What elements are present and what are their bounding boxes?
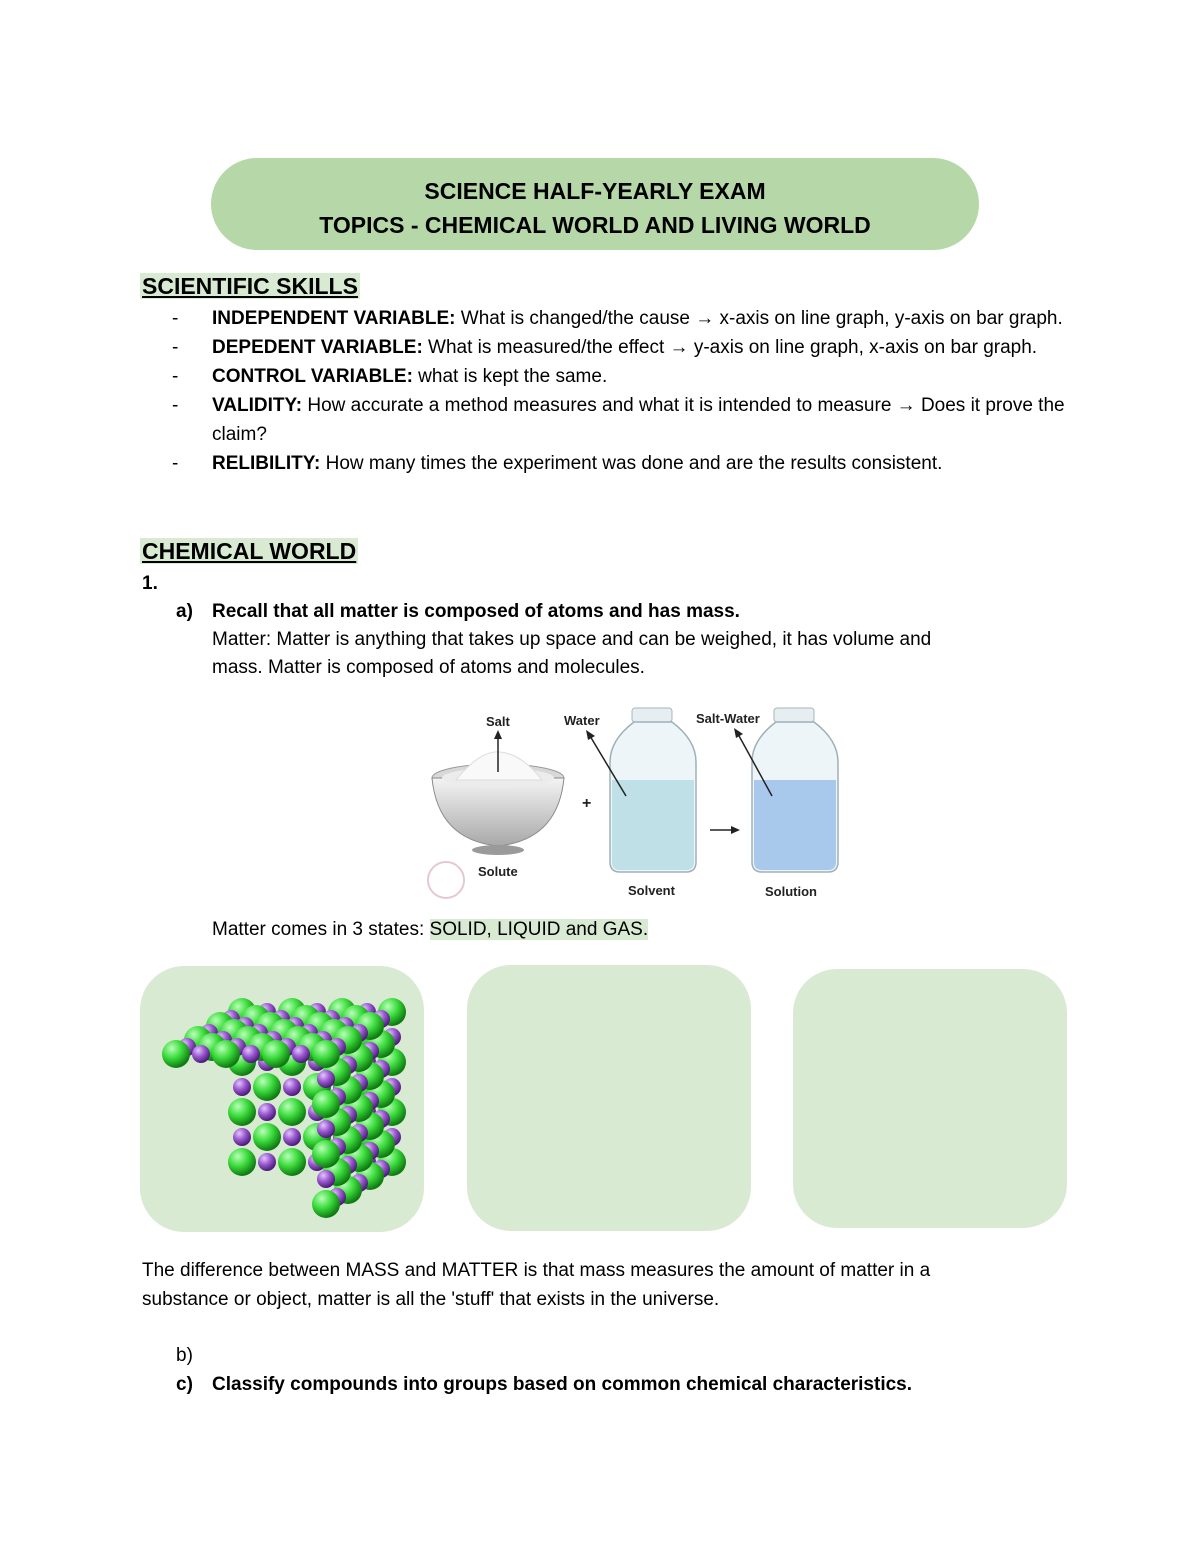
list-item: - INDEPENDENT VARIABLE: What is changed/the cause → x-axis on line graph, y-axis on bar graph. (172, 308, 1063, 329)
green-atom (162, 1040, 190, 1068)
a-marker: a) (176, 601, 193, 622)
matter-definition-line-2: mass. Matter is composed of atoms and molecules. (212, 657, 645, 678)
crystal-lattice-icon (140, 966, 424, 1232)
term-reliability: RELIBILITY: (212, 453, 321, 474)
def-reliability: How many times the experiment was done and are the results consistent. (320, 453, 943, 474)
difference-line-2: substance or object, matter is all the 'stuff' that exists in the universe. (142, 1289, 720, 1310)
title-line-1: SCIENCE HALF-YEARLY EXAM (424, 178, 766, 204)
scientific-skills-heading-wrap (140, 272, 360, 300)
a-title: Recall that all matter is composed of atoms and has mass. (212, 601, 740, 622)
green-atom (312, 1090, 340, 1118)
solution-label: Solution (765, 884, 817, 899)
purple-atom (233, 1078, 251, 1096)
green-atom (228, 1098, 256, 1126)
green-atom (253, 1123, 281, 1151)
matter-definition-line-1: Matter: Matter is anything that takes up space and can be weighed, it has volume and (212, 629, 932, 650)
gas-state-box (793, 969, 1067, 1228)
list-item: - CONTROL VARIABLE: what is kept the same. (172, 366, 608, 387)
purple-atom (258, 1103, 276, 1121)
purple-atom (317, 1170, 335, 1188)
def-independent: What is changed/the cause → x-axis on line graph, y-axis on bar graph. (455, 308, 1063, 329)
purple-atom (283, 1078, 301, 1096)
states-highlight: SOLID, LIQUID and GAS. (429, 919, 649, 940)
term-control: CONTROL VARIABLE: (212, 366, 413, 387)
green-atom (228, 1148, 256, 1176)
b-marker: b) (176, 1345, 193, 1366)
purple-atom (292, 1045, 310, 1063)
chemical-world-heading-wrap (140, 537, 358, 565)
states-line (212, 916, 648, 944)
purple-atom (317, 1120, 335, 1138)
purple-atom (283, 1128, 301, 1146)
purple-atom (192, 1045, 210, 1063)
solution-bottle-icon (752, 708, 838, 872)
green-atom (312, 1140, 340, 1168)
purple-atom (233, 1128, 251, 1146)
salt-label: Salt (486, 714, 510, 729)
green-atom (312, 1190, 340, 1218)
water-label: Water (564, 713, 600, 728)
green-atom (253, 1073, 281, 1101)
scientific-skills-heading: SCIENTIFIC SKILLS (142, 273, 358, 299)
solvent-label: Solvent (628, 883, 675, 898)
def-validity: How accurate a method measures and what it is intended to measure → Does it prove the claim? (212, 395, 1065, 445)
green-atom (312, 1040, 340, 1068)
term-independent: INDEPENDENT VARIABLE: (212, 308, 456, 329)
green-atom (212, 1040, 240, 1068)
list-item: - VALIDITY: How accurate a method measures and what it is intended to measure → Does it prove the claim? (172, 395, 1065, 445)
chemical-world-heading: CHEMICAL WORLD (142, 538, 357, 564)
salt-water-label: Salt-Water (696, 711, 760, 726)
liquid-state-box (467, 965, 751, 1231)
def-control: what is kept the same. (412, 366, 608, 387)
term-dependent: DEPEDENT VARIABLE: (212, 337, 423, 358)
green-atom (278, 1148, 306, 1176)
c-title: Classify compounds into groups based on common chemical characteristics. (212, 1374, 913, 1395)
solute-label: Solute (478, 864, 518, 879)
green-atom (262, 1040, 290, 1068)
def-dependent: What is measured/the effect → y-axis on line graph, x-axis on bar graph. (422, 337, 1038, 358)
green-atom (278, 1098, 306, 1126)
watermark-icon (428, 862, 464, 898)
purple-atom (242, 1045, 260, 1063)
list-item: - RELIBILITY: How many times the experiment was done and are the results consistent. (172, 453, 943, 474)
states-prefix: Matter comes in 3 states: (212, 919, 430, 940)
difference-line-1: The difference between MASS and MATTER is that mass measures the amount of matter in a (142, 1260, 931, 1281)
list-item: - DEPEDENT VARIABLE: What is measured/the effect → y-axis on line graph, x-axis on bar graph. (172, 337, 1038, 358)
solid-state-box (140, 966, 424, 1232)
term-validity: VALIDITY: (212, 395, 303, 416)
c-marker: c) (176, 1374, 193, 1395)
purple-atom (258, 1153, 276, 1171)
purple-atom (317, 1070, 335, 1088)
solution-figure (420, 700, 860, 910)
title-line-2: TOPICS - CHEMICAL WORLD AND LIVING WORLD (319, 212, 871, 238)
plus-sign: + (582, 795, 592, 812)
title-banner (211, 158, 979, 250)
question-number: 1. (142, 573, 158, 594)
skills-list (172, 304, 1072, 478)
